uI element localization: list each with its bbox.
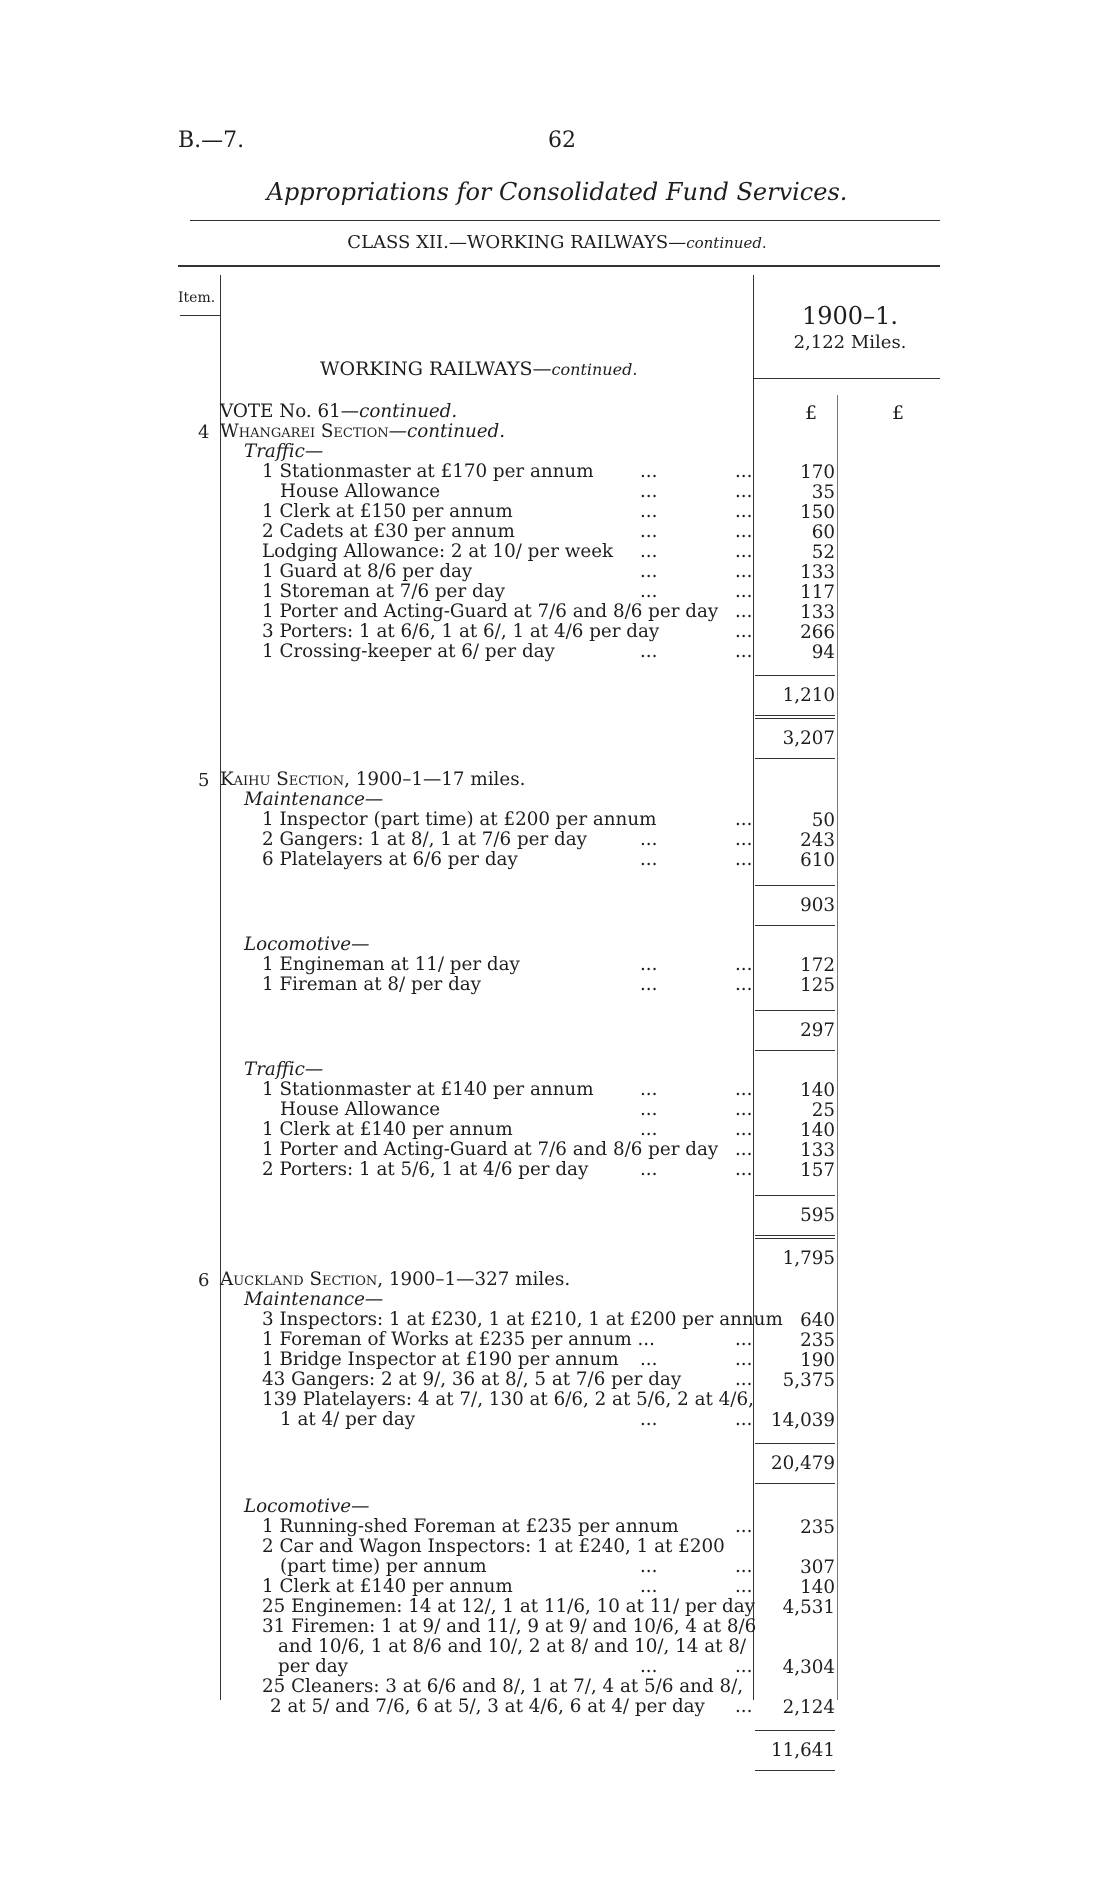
line-text: 1 Stationmaster at £170 per annum [262,461,594,482]
line-text: 2 at 5/ and 7/6, 6 at 5/, 3 at 4/6, 6 at 4/ per day [270,1696,705,1717]
subheading-label: Locomotive— [244,934,370,955]
sub-column-divider [837,395,838,1700]
subheading-label: Maintenance— [244,789,384,810]
item-column-divider [220,275,221,1700]
subtotal-rule-below [755,1483,835,1484]
subtotal-rule-above [755,675,835,676]
line-item [262,1079,753,1100]
section-title-main: WORKING RAILWAYS— [320,358,552,380]
leader-dots: ... [735,601,753,622]
subtotal-rule-below [755,715,835,716]
line-item [262,1119,753,1140]
amount-value: 140 [800,1080,835,1101]
leader-dots: ... [735,954,753,975]
leader-dots: ... [640,849,658,870]
amount-value: 307 [800,1557,835,1578]
leader-dots: ... [735,849,753,870]
line-item [262,621,753,642]
leader-dots: ... [735,974,753,995]
line-item [262,561,753,582]
amount-value: 266 [800,622,835,643]
document-reference: B.—7. [178,128,245,153]
leader-dots: ... [735,501,753,522]
line-item [278,1636,747,1657]
continued-label: —continued. [388,421,506,442]
amount-value: 125 [800,975,835,996]
line-text: 1 Crossing-keeper at 6/ per day [262,641,555,662]
section-title-continued: continued. [551,360,638,379]
leader-dots: ... [735,461,753,482]
subtotal-value: 297 [800,1020,835,1041]
line-text: VOTE No. 61— [220,401,360,422]
amount-value: 2,124 [782,1697,835,1718]
leader-dots: ... [735,621,753,642]
subtotal-value: 3,207 [782,728,835,749]
leader-dots: ... [640,1159,658,1180]
amount-value: 117 [800,582,835,603]
subtotal-rule-above [755,718,835,719]
leader-dots: ... [640,461,658,482]
line-text: 25 Cleaners: 3 at 6/6 and 8/, 1 at 7/, 4 at 5/6 and 8/, [262,1676,744,1697]
subheading [244,1060,740,1080]
leader-dots: ... [640,1119,658,1140]
item-number: 6 [198,1270,210,1291]
leader-dots: ... [735,809,753,830]
leader-dots: ... [735,1556,753,1577]
line-text: 1 Fireman at 8/ per day [262,974,482,995]
line-text: 1 Foreman of Works at £235 per annum ... [262,1329,655,1350]
line-text: 1 Engineman at 11/ per day [262,954,520,975]
line-text: 1 Guard at 8/6 per day [262,561,473,582]
amount-value: 133 [800,1140,835,1161]
line-item [280,1099,753,1120]
leader-dots: ... [735,561,753,582]
leader-dots: ... [640,1349,658,1370]
continued-label: continued. [359,401,458,422]
line-item [262,1139,753,1160]
amount-value: 640 [800,1310,835,1331]
line-item [280,481,753,502]
leader-dots: ... [640,1079,658,1100]
line-item [280,1409,753,1430]
subtotal-value: 1,795 [782,1248,835,1269]
line-item [262,1349,753,1370]
line-item [262,1329,753,1350]
line-item [278,1656,753,1677]
amount-value: 172 [800,955,835,976]
line-text: House Allowance [280,481,441,502]
currency-symbol: £ [805,402,818,424]
leader-dots: ... [735,1656,753,1677]
amount-value: 50 [811,810,835,831]
amount-value: 140 [800,1120,835,1141]
line-text: 1 Running-shed Foreman at £235 per annum [262,1516,679,1537]
header-rule [190,220,940,221]
amount-value: 4,304 [782,1657,835,1678]
line-text: 1 Clerk at £140 per annum [262,1576,513,1597]
line-text: , 1900–1—17 miles. [344,769,526,790]
line-item [262,601,753,622]
line-item [262,461,753,482]
leader-dots: ... [735,641,753,662]
leader-dots: ... [735,1696,753,1717]
class-heading-main: CLASS XII.—WORKING RAILWAYS— [347,232,687,253]
line-text: 2 Cadets at £30 per annum [262,521,515,542]
line-item [262,1596,755,1617]
leader-dots: ... [640,481,658,502]
leader-dots: ... [640,581,658,602]
subheading [244,790,740,810]
subtotal-rule-above [755,1010,835,1011]
line-text: 31 Firemen: 1 at 9/ and 11/, 9 at 9/ and 10/6, 4 at 8/6 [262,1616,757,1637]
line-text: 1 Storeman at 7/6 per day [262,581,505,602]
amount-value: 14,039 [771,1410,835,1431]
subtotal-rule-below [755,1050,835,1051]
section-name: Auckland Section [220,1269,378,1290]
leader-dots: ... [735,1409,753,1430]
section-title [320,358,637,380]
leader-dots: ... [735,1079,753,1100]
section-heading [220,770,740,790]
item-number: 4 [198,422,210,443]
line-item [262,581,753,602]
amount-value: 25 [811,1100,835,1121]
leader-dots: ... [735,1516,753,1537]
subtotal-rule-above [755,885,835,886]
subtotal-value: 1,210 [782,685,835,706]
leader-dots: ... [640,974,658,995]
line-item [262,1576,753,1597]
leader-dots: ... [640,521,658,542]
amount-value: 243 [800,830,835,851]
amount-value: 610 [800,850,835,871]
line-text: , 1900–1—327 miles. [377,1269,571,1290]
leader-dots: ... [735,1119,753,1140]
amount-value: 157 [800,1160,835,1181]
amount-value: 133 [800,602,835,623]
leader-dots: ... [640,1656,658,1677]
line-item [262,954,753,975]
leader-dots: ... [735,581,753,602]
line-text: 2 Gangers: 1 at 8/, 1 at 7/6 per day [262,829,587,850]
subtotal-value: 595 [800,1205,835,1226]
page-title: Appropriations for Consolidated Fund Services. [266,178,848,206]
line-text: Lodging Allowance: 2 at 10/ per week [262,541,614,562]
amount-value: 190 [800,1350,835,1371]
leader-dots: ... [735,1099,753,1120]
subtotal-value: 11,641 [771,1740,835,1761]
line-item [262,1537,740,1557]
line-text: per day [278,1656,349,1677]
line-item [262,1369,753,1390]
line-text: 139 Platelayers: 4 at 7/, 130 at 6/6, 2 at 5/6, 2 at 4/6, [262,1389,754,1410]
line-text: 1 Porter and Acting-Guard at 7/6 and 8/6 per day [262,1139,719,1160]
subtotal-rule-below [755,1770,835,1771]
leader-dots: ... [735,829,753,850]
subtotal-value: 20,479 [771,1453,835,1474]
amount-value: 60 [811,522,835,543]
line-item [262,1516,753,1537]
line-text: 25 Enginemen: 14 at 12/, 1 at 11/6, 10 at 11/ per day [262,1596,755,1617]
section-heading [220,422,740,442]
section-heading [220,1270,740,1290]
line-item [262,1159,753,1180]
section-name: Kaihu Section [220,769,345,790]
leader-dots: ... [640,501,658,522]
subheading-label: Maintenance— [244,1289,384,1310]
line-text: 1 Inspector (part time) at £200 per annum [262,809,657,830]
line-item [262,541,753,562]
table-top-rule [178,265,940,267]
leader-dots: ... [735,1369,753,1390]
line-text: 3 Porters: 1 at 6/6, 1 at 6/, 1 at 4/6 per day [262,621,660,642]
amount-value: 150 [800,502,835,523]
year-header-rule [753,378,940,379]
subtotal-rule-above [755,1443,835,1444]
class-heading-continued: continued. [686,234,767,252]
subtotal-rule-below [755,758,835,759]
line-item [262,829,753,850]
line-text: 2 Car and Wagon Inspectors: 1 at £240, 1 at £200 [262,1536,725,1557]
leader-dots: ... [640,954,658,975]
leader-dots: ... [640,1099,658,1120]
line-item [220,402,740,422]
line-item [262,1616,757,1637]
miles-header: 2,122 Miles. [793,332,907,353]
amount-value: 5,375 [782,1370,835,1391]
leader-dots: ... [640,561,658,582]
line-text: 3 Inspectors: 1 at £230, 1 at £210, 1 at £200 per annum [262,1309,783,1330]
subheading [244,1290,740,1310]
subtotal-rule-above [755,1730,835,1731]
line-text: and 10/6, 1 at 8/6 and 10/, 2 at 8/ and 10/, 14 at 8/ [278,1636,747,1657]
leader-dots: ... [735,541,753,562]
item-number: 5 [198,770,210,791]
subtotal-rule-below [755,925,835,926]
leader-dots: ... [640,541,658,562]
section-name: Whangarei Section [220,421,389,442]
amount-value: 133 [800,562,835,583]
line-text: 1 Porter and Acting-Guard at 7/6 and 8/6 per day [262,601,719,622]
line-item [262,1389,754,1410]
item-column-header: Item. [178,290,216,306]
subheading [244,1497,740,1517]
subtotal-value: 903 [800,895,835,916]
leader-dots: ... [735,481,753,502]
leader-dots: ... [735,1576,753,1597]
currency-symbol: £ [892,402,905,424]
page-number: 62 [548,128,576,153]
line-text: (part time) per annum [280,1556,487,1577]
subheading [244,442,740,462]
class-heading [0,232,1114,253]
amount-value: 52 [811,542,835,563]
line-item [262,641,753,662]
line-text: 1 Clerk at £150 per annum [262,501,513,522]
subheading-label: Traffic— [244,441,324,462]
leader-dots: ... [735,521,753,542]
subtotal-rule-above [755,1195,835,1196]
line-text: House Allowance [280,1099,441,1120]
leader-dots: ... [640,1556,658,1577]
amount-value: 140 [800,1577,835,1598]
item-header-rule [180,315,220,316]
line-text: 2 Porters: 1 at 5/6, 1 at 4/6 per day [262,1159,589,1180]
leader-dots: ... [735,1159,753,1180]
line-text: 1 Clerk at £140 per annum [262,1119,513,1140]
subheading-label: Locomotive— [244,1496,370,1517]
leader-dots: ... [640,641,658,662]
year-header: 1900–1. [802,302,898,330]
amount-value: 4,531 [782,1597,835,1618]
line-text: 1 Stationmaster at £140 per annum [262,1079,594,1100]
leader-dots: ... [640,1409,658,1430]
line-item [262,1676,744,1697]
line-item [262,521,753,542]
subheading-label: Traffic— [244,1059,324,1080]
line-text: 1 Bridge Inspector at £190 per annum [262,1349,619,1370]
line-item [262,809,753,830]
line-item [262,974,753,995]
amount-value: 235 [800,1517,835,1538]
line-item [262,1309,783,1330]
subtotal-rule-above [755,1238,835,1239]
leader-dots: ... [735,1349,753,1370]
leader-dots: ... [735,1139,753,1160]
line-item [262,501,753,522]
amount-value: 235 [800,1330,835,1351]
line-text: 1 at 4/ per day [280,1409,416,1430]
line-item [262,849,753,870]
line-text: 6 Platelayers at 6/6 per day [262,849,518,870]
leader-dots: ... [735,1329,753,1350]
line-item [280,1556,753,1577]
subtotal-rule-below [755,1235,835,1236]
amount-value: 35 [811,482,835,503]
amount-value: 170 [800,462,835,483]
leader-dots: ... [640,1576,658,1597]
amount-value: 94 [811,642,835,663]
leader-dots: ... [640,829,658,850]
subheading [244,935,740,955]
line-item [270,1696,753,1717]
line-text: 43 Gangers: 2 at 9/, 36 at 8/, 5 at 7/6 per day [262,1369,682,1390]
